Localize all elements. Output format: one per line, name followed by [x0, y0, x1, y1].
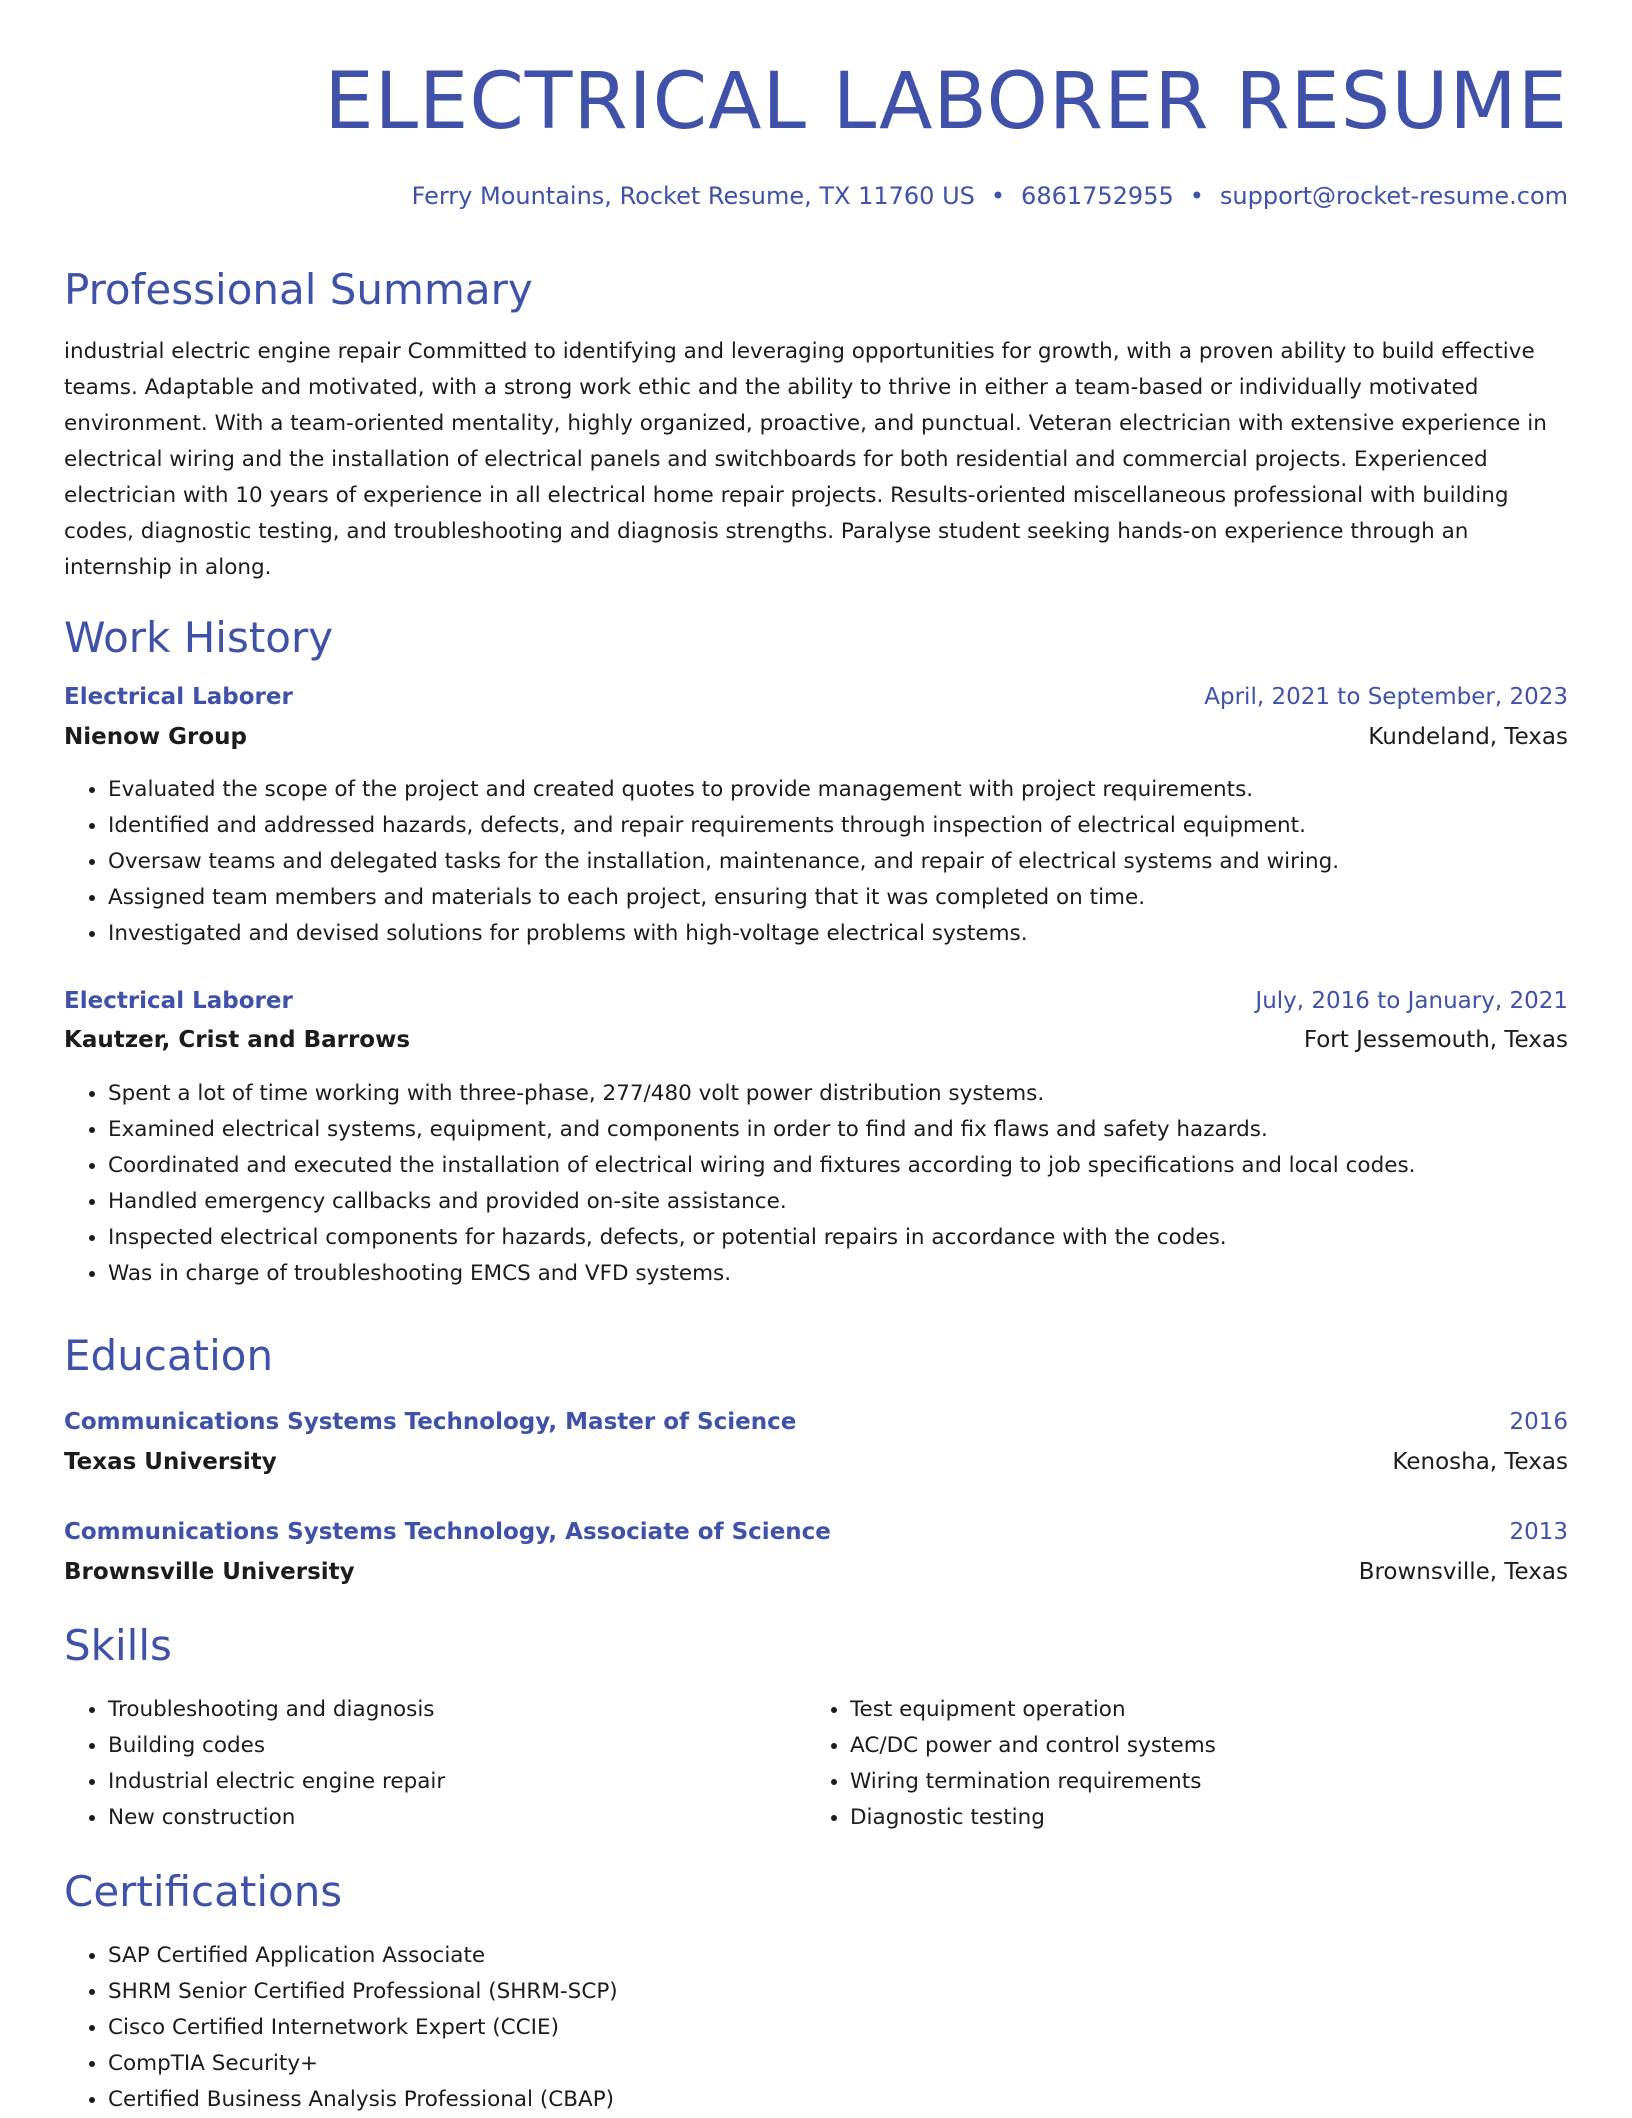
list-item: • Inspected electrical components for hazards, defects, or potential repairs in accordance with the codes.	[108, 1220, 1416, 1256]
skill-item: • Wiring termination requirements	[850, 1764, 1216, 1800]
job-position: Electrical Laborer	[64, 684, 293, 710]
contact-line	[412, 180, 1568, 212]
job-location: Kundeland, Texas	[1368, 724, 1568, 750]
list-item: • Coordinated and executed the installation of electrical wiring and fixtures according to job specifications and local codes.	[108, 1148, 1416, 1184]
job-position: Electrical Laborer	[64, 988, 293, 1014]
education-location: Brownsville, Texas	[1358, 1559, 1568, 1585]
skill-item: • Building codes	[108, 1728, 445, 1764]
job-bullets	[64, 772, 1339, 952]
contact-separator: •	[990, 182, 1006, 210]
education-school: Brownsville University	[64, 1559, 355, 1585]
education-location: Kenosha, Texas	[1392, 1449, 1568, 1475]
section-title-work-history: Work History	[64, 613, 334, 662]
education-school-row	[64, 1555, 1568, 1589]
contact-separator: •	[1189, 182, 1204, 210]
contact-email[interactable]: support@rocket-resume.com	[1219, 182, 1568, 210]
section-title-education: Education	[64, 1331, 274, 1380]
list-item: • Handled emergency callbacks and provided on-site assistance.	[108, 1184, 1416, 1220]
skill-item: • Diagnostic testing	[850, 1800, 1216, 1836]
education-degree: Communications Systems Technology, Associate of Science	[64, 1519, 831, 1545]
contact-address: Ferry Mountains, Rocket Resume, TX 11760 US	[411, 182, 975, 210]
education-year: 2013	[1509, 1519, 1568, 1545]
certification-item: • SAP Certified Application Associate	[108, 1938, 618, 1974]
education-header	[64, 1515, 1568, 1549]
certification-item: • SHRM Senior Certified Professional (SHRM-SCP)	[108, 1974, 618, 2010]
list-item: • Identified and addressed hazards, defects, and repair requirements through inspection of electrical equipment.	[108, 808, 1339, 844]
job-location: Fort Jessemouth, Texas	[1303, 1027, 1568, 1053]
summary-text: industrial electric engine repair Committed to identifying and leveraging opportunities for growth, with a proven ability to build effective teams. Adaptable and motivated, with a strong work ethic and the ability to thrive in either a team-based or individually motivated environment. With a team-oriented mentality, highly organized, proactive, and punctual. Veteran electrician with extensive experience in electrical wiring and the installation of electrical panels and switchboards for both residential and commercial projects. Experienced electrician with 10 years of experience in all electrical home repair projects. Results-oriented miscellaneous professional with building codes, diagnostic testing, and troubleshooting and diagnosis strengths. Paralyse student seeking hands-on experience through an internship in along.	[64, 339, 1547, 580]
certification-item: • Cisco Certified Internetwork Expert (CCIE)	[108, 2010, 618, 2046]
skill-item: • Test equipment operation	[850, 1692, 1216, 1728]
job-bullets	[64, 1076, 1416, 1292]
education-year: 2016	[1509, 1409, 1568, 1435]
job-company: Kautzer, Crist and Barrows	[64, 1027, 411, 1053]
education-header	[64, 1405, 1568, 1439]
certification-item: • Certified Business Analysis Professional (CBAP)	[108, 2082, 618, 2118]
job-dates: April, 2021 to September, 2023	[1204, 684, 1568, 710]
certification-item: • CompTIA Security+	[108, 2046, 618, 2082]
job-header	[64, 984, 1568, 1018]
list-item: • Oversaw teams and delegated tasks for the installation, maintenance, and repair of electrical systems and wiring.	[108, 844, 1339, 880]
contact-phone: 6861752955	[1021, 182, 1174, 210]
section-title-summary: Professional Summary	[64, 265, 533, 314]
skill-item: • New construction	[108, 1800, 445, 1836]
list-item: • Investigated and devised solutions for problems with high-voltage electrical systems.	[108, 916, 1339, 952]
skills-list-right	[806, 1692, 1216, 1836]
list-item: • Examined electrical systems, equipment, and components in order to find and fix flaws and safety hazards.	[108, 1112, 1416, 1148]
resume-title: ELECTRICAL LABORER RESUME	[324, 57, 1568, 147]
job-company-row	[64, 1023, 1568, 1057]
job-company-row	[64, 720, 1568, 754]
list-item: • Assigned team members and materials to each project, ensuring that it was completed on time.	[108, 880, 1339, 916]
skill-item: • AC/DC power and control systems	[850, 1728, 1216, 1764]
list-item: • Evaluated the scope of the project and created quotes to provide management with project requirements.	[108, 772, 1339, 808]
education-degree: Communications Systems Technology, Master of Science	[64, 1409, 797, 1435]
education-school-row	[64, 1445, 1568, 1479]
section-title-skills: Skills	[64, 1621, 172, 1670]
list-item: • Spent a lot of time working with three-phase, 277/480 volt power distribution systems.	[108, 1076, 1416, 1112]
job-company: Nienow Group	[64, 724, 248, 750]
education-school: Texas University	[64, 1449, 277, 1475]
certifications-list	[64, 1938, 618, 2118]
job-dates: July, 2016 to January, 2021	[1255, 988, 1568, 1014]
list-item: • Was in charge of troubleshooting EMCS and VFD systems.	[108, 1256, 1416, 1292]
skills-list-left	[64, 1692, 445, 1836]
skill-item: • Troubleshooting and diagnosis	[108, 1692, 445, 1728]
job-header	[64, 680, 1568, 714]
skill-item: • Industrial electric engine repair	[108, 1764, 445, 1800]
section-title-certifications: Certifications	[64, 1867, 343, 1916]
